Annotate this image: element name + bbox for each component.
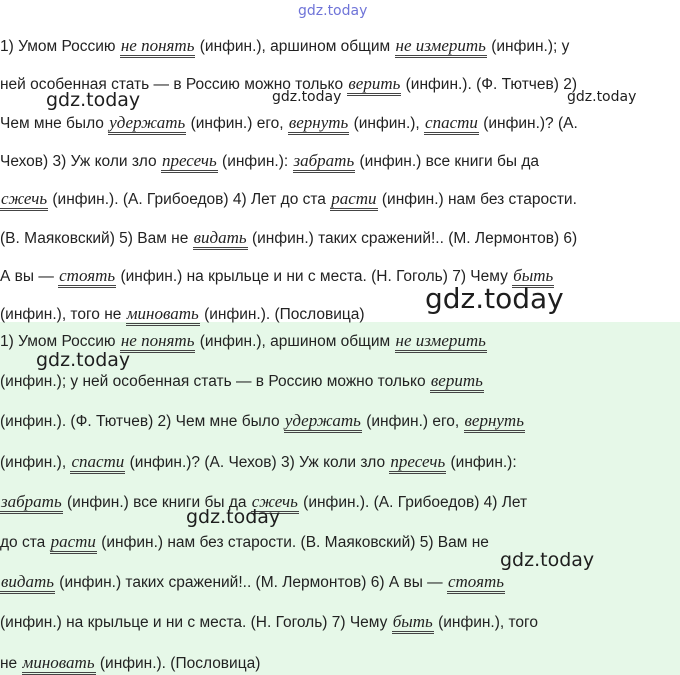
underlined-infinitive: спасти [70,452,125,474]
watermark: gdz.today [46,89,141,111]
text-fragment: Чем мне было [0,114,109,132]
text-line [0,452,517,473]
underlined-infinitive: верить [347,74,401,96]
underlined-infinitive: видать [0,572,55,594]
underlined-infinitive: вернуть [464,411,525,433]
text-line [0,371,484,392]
text-fragment: (инфин.). (А. Грибоедов) 4) Лет [298,493,528,511]
underlined-infinitive: сжечь [251,492,299,514]
text-fragment: (инфин.) все книги бы да [62,493,251,511]
text-fragment: не [0,654,22,672]
text-fragment: 1) Умом Россию [0,333,120,350]
underlined-infinitive: миновать [22,653,96,675]
text-fragment: (инфин.)? (А. Чехов) 3) Уж коли зло [125,453,390,471]
underlined-infinitive: стоять [58,266,116,288]
underlined-infinitive: расти [330,189,377,211]
text-fragment: (инфин.) его, [361,413,464,431]
text-fragment: (инфин.) таких сражений!.. (М. Лермонтов) 6) А вы — [55,574,447,592]
text-line [0,151,539,172]
text-fragment: (инфин.) нам без старости. (В. Маяковский) 5) Вам не [96,534,489,551]
text-line [0,653,260,674]
text-line [0,228,577,249]
text-line [0,612,538,633]
text-fragment: (инфин.), того не [0,306,126,324]
text-fragment: (инфин.), того [433,614,538,632]
text-line [0,113,578,134]
text-fragment: (инфин.) на крыльце и ни с места. (Н. Гоголь) 7) Чему [116,267,513,285]
text-fragment: (инфин.). (Ф. Тютчев) 2) [401,76,577,94]
text-fragment: (инфин.) нам без старости. [377,191,577,209]
text-fragment: ней особенная стать — в Россию можно только [0,76,348,94]
watermark: gdz.today [186,506,281,528]
underlined-infinitive: стоять [447,572,505,594]
underlined-infinitive: не измерить [395,36,487,58]
underlined-infinitive: миновать [126,304,200,326]
underlined-infinitive: забрать [0,492,63,514]
text-fragment: (инфин.) его, [186,114,288,132]
text-fragment: (инфин.), [0,453,71,471]
text-fragment: (инфин.). (Пословица) [95,654,261,672]
text-fragment: (инфин.) на крыльце и ни с места. (Н. Гоголь) 7) Чему [0,614,392,632]
underlined-infinitive: пресечь [161,151,218,173]
watermark: gdz.today [36,349,131,371]
text-fragment: (инфин.): [446,453,517,471]
underlined-infinitive: спасти [424,113,479,135]
underlined-infinitive: не понять [120,36,196,58]
watermark: gdz.today [567,89,637,105]
text-fragment: (инфин.)? (А. [478,114,578,132]
text-line [0,411,525,432]
text-line [0,532,489,553]
text-fragment: (инфин.) все книги бы да [355,152,539,170]
watermark: gdz.today [272,89,342,105]
text-fragment: (инфин.); у ней особенная стать — в Россию можно только [0,373,430,391]
text-line [0,572,505,593]
text-fragment: Чехов) 3) Уж коли зло [0,152,161,170]
underlined-infinitive: удержать [284,411,362,433]
underlined-infinitive: пресечь [389,452,446,474]
text-fragment: (инфин.). (А. Грибоедов) 4) Лет до ста [48,191,331,209]
underlined-infinitive: расти [50,532,97,554]
text-line [0,36,569,57]
underlined-infinitive: не измерить [395,331,487,353]
watermark: gdz.today [500,549,595,571]
underlined-infinitive: видать [193,228,248,250]
underlined-infinitive: не понять [120,331,196,353]
text-fragment: (инфин.) таких сражений!.. (М. Лермонтов) 6) [247,229,578,247]
text-fragment: А вы — [0,267,59,285]
underlined-infinitive: быть [392,612,434,634]
underlined-infinitive: сжечь [0,189,48,211]
text-fragment: (В. Маяковский) 5) Вам не [0,229,193,247]
underlined-infinitive: верить [430,371,484,393]
watermark: gdz.today [425,282,564,315]
underlined-infinitive: забрать [293,151,356,173]
underlined-infinitive: вернуть [288,113,349,135]
underlined-infinitive: удержать [108,113,186,135]
underlined-infinitive: быть [512,266,554,288]
text-fragment: (инфин.), аршином общим [195,38,395,55]
text-fragment: (инфин.). (Ф. Тютчев) 2) Чем мне было [0,413,284,431]
text-line [0,304,365,325]
watermark: gdz.today [298,3,368,19]
text-fragment: (инфин.); у [486,38,570,55]
text-fragment: до ста [0,534,50,551]
text-fragment: 1) Умом Россию [0,38,120,55]
text-line [0,189,577,210]
text-fragment: (инфин.). (Пословица) [199,306,365,324]
text-fragment: (инфин.), [349,114,425,132]
text-fragment: (инфин.): [217,152,293,170]
text-fragment: (инфин.), аршином общим [195,333,395,350]
